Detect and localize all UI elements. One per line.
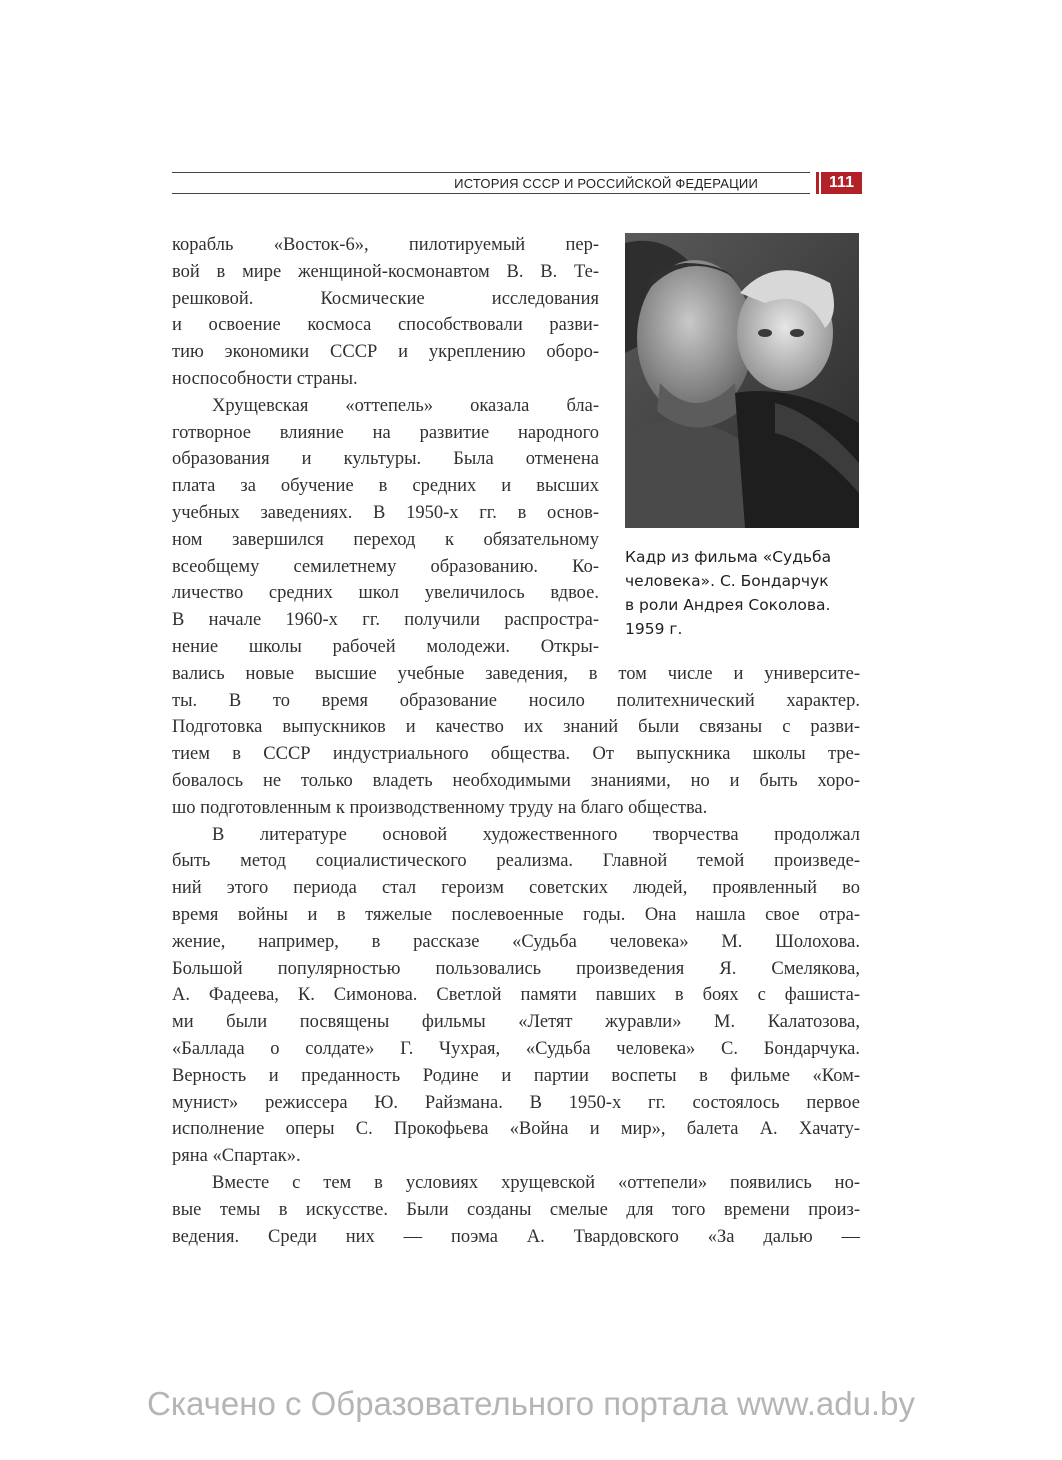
- text-line: ряна «Спартак».: [172, 1146, 301, 1167]
- film-still-photo: [625, 233, 859, 528]
- text-line: всеобщему семилетнему образованию. Ко-: [172, 556, 599, 577]
- text-line: корабль «Восток-6», пилотируемый пер-: [172, 235, 599, 255]
- text-line: исполнение оперы С. Прокофьева «Война и мир», балета А. Хачату-: [172, 1119, 860, 1140]
- text-line: личество средних школ увеличилось вдвое.: [172, 583, 599, 604]
- film-still-illustration: [625, 233, 859, 528]
- text-line: вой в мире женщиной-космонавтом В. В. Те-: [172, 261, 599, 282]
- text-line: жение, например, в рассказе «Судьба человека» М. Шолохова.: [172, 931, 860, 952]
- text-line: ми были посвящены фильмы «Летят журавли» М. Калатозова,: [172, 1012, 860, 1033]
- text-line: А. Фадеева, К. Симонова. Светлой памяти павших в боях с фашиста-: [172, 985, 860, 1006]
- text-line: быть метод социалистического реализма. Главной темой произведе-: [172, 851, 860, 872]
- text-line: образования и культуры. Была отменена: [172, 449, 599, 470]
- text-line: и освоение космоса способствовали разви-: [172, 315, 599, 336]
- text-line: В литературе основой художественного творчества продолжал: [212, 824, 860, 845]
- text-line: ты. В то время образование носило политехнический характер.: [172, 690, 860, 711]
- page-number-badge: [816, 172, 862, 194]
- text-line: шо подготовленным к производственному труду на благо общества.: [172, 797, 708, 818]
- header-rule-bottom: [172, 193, 810, 194]
- text-line: Хрущевская «оттепель» оказала бла-: [212, 395, 599, 416]
- text-line: ний этого периода стал героизм советских людей, проявленный во: [172, 878, 860, 899]
- caption-line: в роли Андрея Соколова.: [625, 596, 831, 614]
- text-line: Большой популярностью пользовались произведения Я. Смелякова,: [172, 958, 860, 979]
- text-line: готворное влияние на развитие народного: [172, 422, 599, 443]
- text-line: решковой. Космические исследования: [172, 288, 599, 309]
- text-line: вые темы в искусстве. Были созданы смелые для того времени произ-: [172, 1199, 860, 1220]
- download-watermark: Скачено с Образовательного портала www.adu.by: [147, 1385, 915, 1422]
- text-line: время войны и в тяжелые послевоенные годы. Она нашла свое отра-: [172, 905, 860, 925]
- text-line: вались новые высшие учебные заведения, в том числе и университе-: [172, 663, 860, 684]
- text-line: учебных заведениях. В 1950-х гг. в основ-: [172, 503, 599, 523]
- text-line: Подготовка выпускников и качество их знаний были связаны с разви-: [172, 717, 860, 738]
- caption-line: человека». С. Бондарчук: [625, 572, 829, 590]
- caption-line: 1959 г.: [625, 620, 683, 638]
- header-rule-top: [172, 172, 810, 173]
- text-line: плата за обучение в средних и высших: [172, 476, 599, 497]
- text-line: бовалось не только владеть необходимыми знаниями, но и быть хоро-: [172, 771, 860, 791]
- text-line: мунист» режиссера Ю. Райзмана. В 1950-х гг. состоялось первое: [172, 1092, 860, 1113]
- text-line: нение школы рабочей молодежи. Откры-: [172, 637, 599, 657]
- page-number: 111: [821, 172, 862, 194]
- text-line: ведения. Среди них — поэма А. Твардовского «За далью —: [172, 1226, 860, 1247]
- text-line: тием в СССР индустриального общества. От выпускника школы тре-: [172, 744, 860, 765]
- text-line: ном завершился переход к обязательному: [172, 529, 599, 550]
- text-line: «Баллада о солдате» Г. Чухрая, «Судьба человека» С. Бондарчука.: [172, 1039, 860, 1059]
- text-line: носпособности страны.: [172, 369, 358, 389]
- caption-line: Кадр из фильма «Судьба: [625, 548, 832, 566]
- text-line: тию экономики СССР и укреплению оборо-: [172, 342, 599, 363]
- running-header-title: ИСТОРИЯ СССР И РОССИЙСКОЙ ФЕДЕРАЦИИ: [454, 176, 758, 191]
- text-line: В начале 1960-х гг. получили распростра-: [172, 610, 599, 631]
- figure-caption: [625, 545, 875, 641]
- text-line: Верность и преданность Родине и партии воспеты в фильме «Ком-: [172, 1065, 860, 1086]
- page-number-stripe: [816, 172, 819, 194]
- text-line: Вместе с тем в условиях хрущевской «оттепели» появились но-: [212, 1173, 860, 1193]
